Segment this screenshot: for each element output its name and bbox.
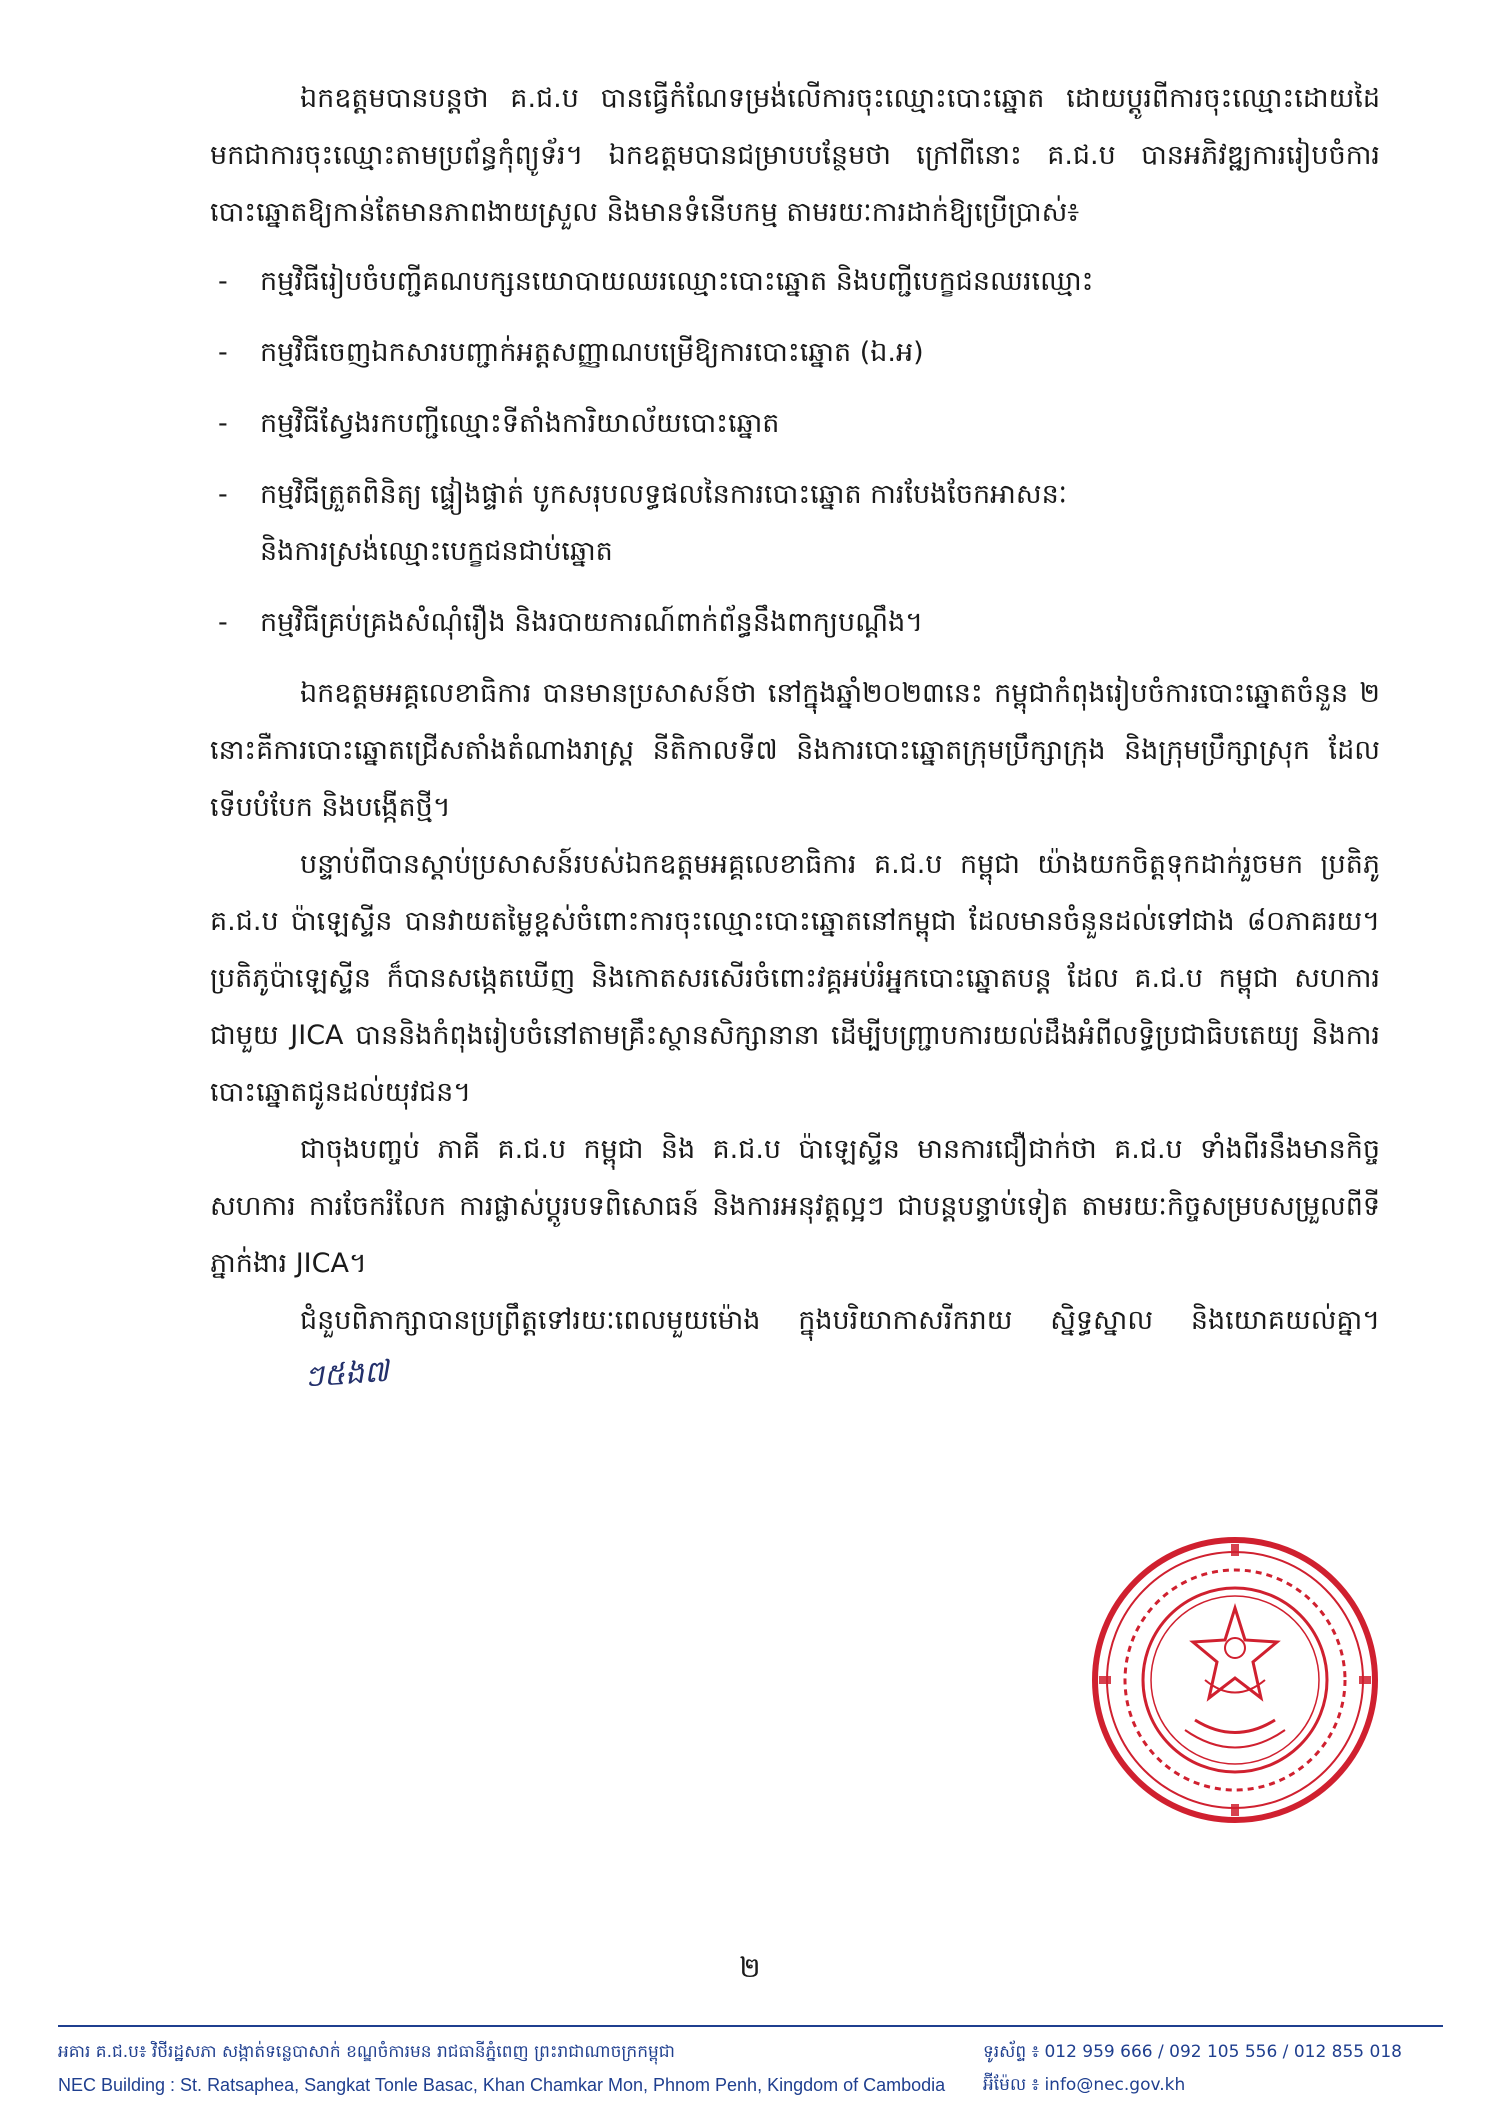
bullet-list	[210, 253, 1380, 651]
bullet-text: កម្មវិធីរៀបចំបញ្ជីគណបក្សនយោបាយឈរឈ្មោះបោះឆ្នោត និងបញ្ជីបេក្ខជនឈរឈ្មោះ	[260, 266, 1094, 297]
bullet-item	[210, 466, 1380, 580]
footer-row-2	[58, 2069, 1443, 2102]
paragraph-1: ឯកឧត្តមបានបន្តថា គ.ជ.ប បានធ្វើកំណែទម្រង់លើការចុះឈ្មោះបោះឆ្នោត ដោយប្តូរពីការចុះឈ្មោះដោយដៃ មកជាការចុះឈ្មោះតាមប្រព័ន្ធកុំព្យូទ័រ។ ឯកឧត្តមបានជម្រាបបន្ថែមថា ក្រៅពីនោះ គ.ជ.ប បានអភិវឌ្ឍការរៀបចំការបោះឆ្នោតឱ្យកាន់តែមានភាពងាយស្រួល និងមានទំនើបកម្ម តាមរយៈការដាក់ឱ្យប្រើប្រាស់៖	[210, 83, 1380, 228]
bullet-text: កម្មវិធីស្វែងរកបញ្ជីឈ្មោះទីតាំងការិយាល័យបោះឆ្នោត	[260, 408, 780, 439]
bullet-dash: -	[218, 337, 228, 368]
paragraph-2: ឯកឧត្តមអគ្គលេខាធិការ បានមានប្រសាសន៍ថា នៅក្នុងឆ្នាំ២០២៣នេះ កម្ពុជាកំពុងរៀបចំការបោះឆ្នោតចំនួន ២ នោះគឺការបោះឆ្នោតជ្រើសតាំងតំណាងរាស្ត្រ នីតិកាលទី៧ និងការបោះឆ្នោតក្រុមប្រឹក្សាក្រុង និងក្រុមប្រឹក្សាស្រុក ដែលទើបបំបែក និងបង្កើតថ្មី។	[210, 678, 1380, 823]
footer-address-km: អគារ គ.ជ.ប៖ វិថីរដ្ឋសភា សង្កាត់ទន្លេបាសាក់ ខណ្ឌចំការមន រាជធានីភ្នំពេញ ព្រះរាជាណាចក្រកម្ពុជា	[58, 2042, 675, 2062]
official-seal-icon	[1085, 1530, 1385, 1830]
footer-address-en: NEC Building : St. Ratsaphea, Sangkat Tonle Basac, Khan Chamkar Mon, Phnom Penh, Kingdom of Cambodia	[58, 2075, 946, 2095]
handwritten-initials: ៗ៥ង៧	[302, 1353, 390, 1395]
page-number: ២	[739, 1951, 761, 1984]
paragraph-4: ជាចុងបញ្ចប់ ភាគី គ.ជ.ប កម្ពុជា និង គ.ជ.ប ប៉ាឡេស្ទីន មានការជឿជាក់ថា គ.ជ.ប ទាំងពីរនឹងមានកិច្ចសហការ ការចែករំលែក ការផ្លាស់ប្តូរបទពិសោធន៍ និងការអនុវត្តល្អៗ ជាបន្តបន្ទាប់ទៀត តាមរយៈកិច្ចសម្របសម្រួលពីទីភ្នាក់ងារ JICA។	[210, 1134, 1380, 1279]
paragraph-5	[210, 1292, 1380, 1407]
footer	[58, 2036, 1443, 2102]
bullet-text: កម្មវិធីចេញឯកសារបញ្ជាក់អត្តសញ្ញាណបម្រើឱ្យការបោះឆ្នោត (ឯ.អ)	[260, 337, 924, 368]
footer-row-1	[58, 2036, 1443, 2069]
footer-phone: ទូរស័ព្ទ ៖ 012 959 666 / 092 105 556 / 012 855 018	[983, 2042, 1402, 2062]
bullet-text: កម្មវិធីគ្រប់គ្រងសំណុំរឿង និងរបាយការណ៍ពាក់ព័ន្ធនឹងពាក្យបណ្តឹង។	[260, 607, 924, 638]
paragraph-5-text: ជំនួបពិភាក្សាបានប្រព្រឹត្តទៅរយៈពេលមួយម៉ោង ក្នុងបរិយាកាសរីករាយ ស្និទ្ធស្នាល និងយោគយល់គ្នា។	[300, 1305, 1380, 1336]
bullet-item	[210, 253, 1380, 310]
bullet-continuation: និងការស្រង់ឈ្មោះបេក្ខជនជាប់ឆ្នោត	[260, 536, 613, 567]
bullet-item	[210, 594, 1380, 651]
bullet-item	[210, 324, 1380, 381]
bullet-dash: -	[218, 266, 228, 297]
document-body	[210, 70, 1380, 1407]
bullet-dash: -	[218, 479, 228, 510]
footer-email: អ៊ីម៉ែល ៖ info@nec.gov.kh	[983, 2075, 1186, 2095]
bullet-text: កម្មវិធីត្រួតពិនិត្យ ផ្ទៀងផ្ទាត់ បូកសរុបលទ្ធផលនៃការបោះឆ្នោត ការបែងចែកអាសនៈ	[260, 479, 1067, 510]
footer-divider	[58, 2025, 1443, 2027]
paragraph-3: បន្ទាប់ពីបានស្តាប់ប្រសាសន៍របស់ឯកឧត្តមអគ្គលេខាធិការ គ.ជ.ប កម្ពុជា យ៉ាងយកចិត្តទុកដាក់រួចមក ប្រតិភូ គ.ជ.ប ប៉ាឡេស្ទីន បានវាយតម្លៃខ្ពស់ចំពោះការចុះឈ្មោះបោះឆ្នោតនៅកម្ពុជា ដែលមានចំនួនដល់ទៅជាង ៨០ភាគរយ។ ប្រតិភូប៉ាឡេស្ទីន ក៏បានសង្កេតឃើញ និងកោតសរសើរចំពោះវគ្គអប់រំអ្នកបោះឆ្នោតបន្ត ដែល គ.ជ.ប កម្ពុជា សហការជាមួយ JICA បាននិងកំពុងរៀបចំនៅតាមគ្រឹះស្ថានសិក្សានានា ដើម្បីបញ្ជ្រាបការយល់ដឹងអំពីលទ្ធិប្រជាធិបតេយ្យ និងការបោះឆ្នោតជូនដល់យុវជន។	[210, 849, 1380, 1108]
bullet-dash: -	[218, 408, 228, 439]
bullet-dash: -	[218, 607, 228, 638]
bullet-item	[210, 395, 1380, 452]
